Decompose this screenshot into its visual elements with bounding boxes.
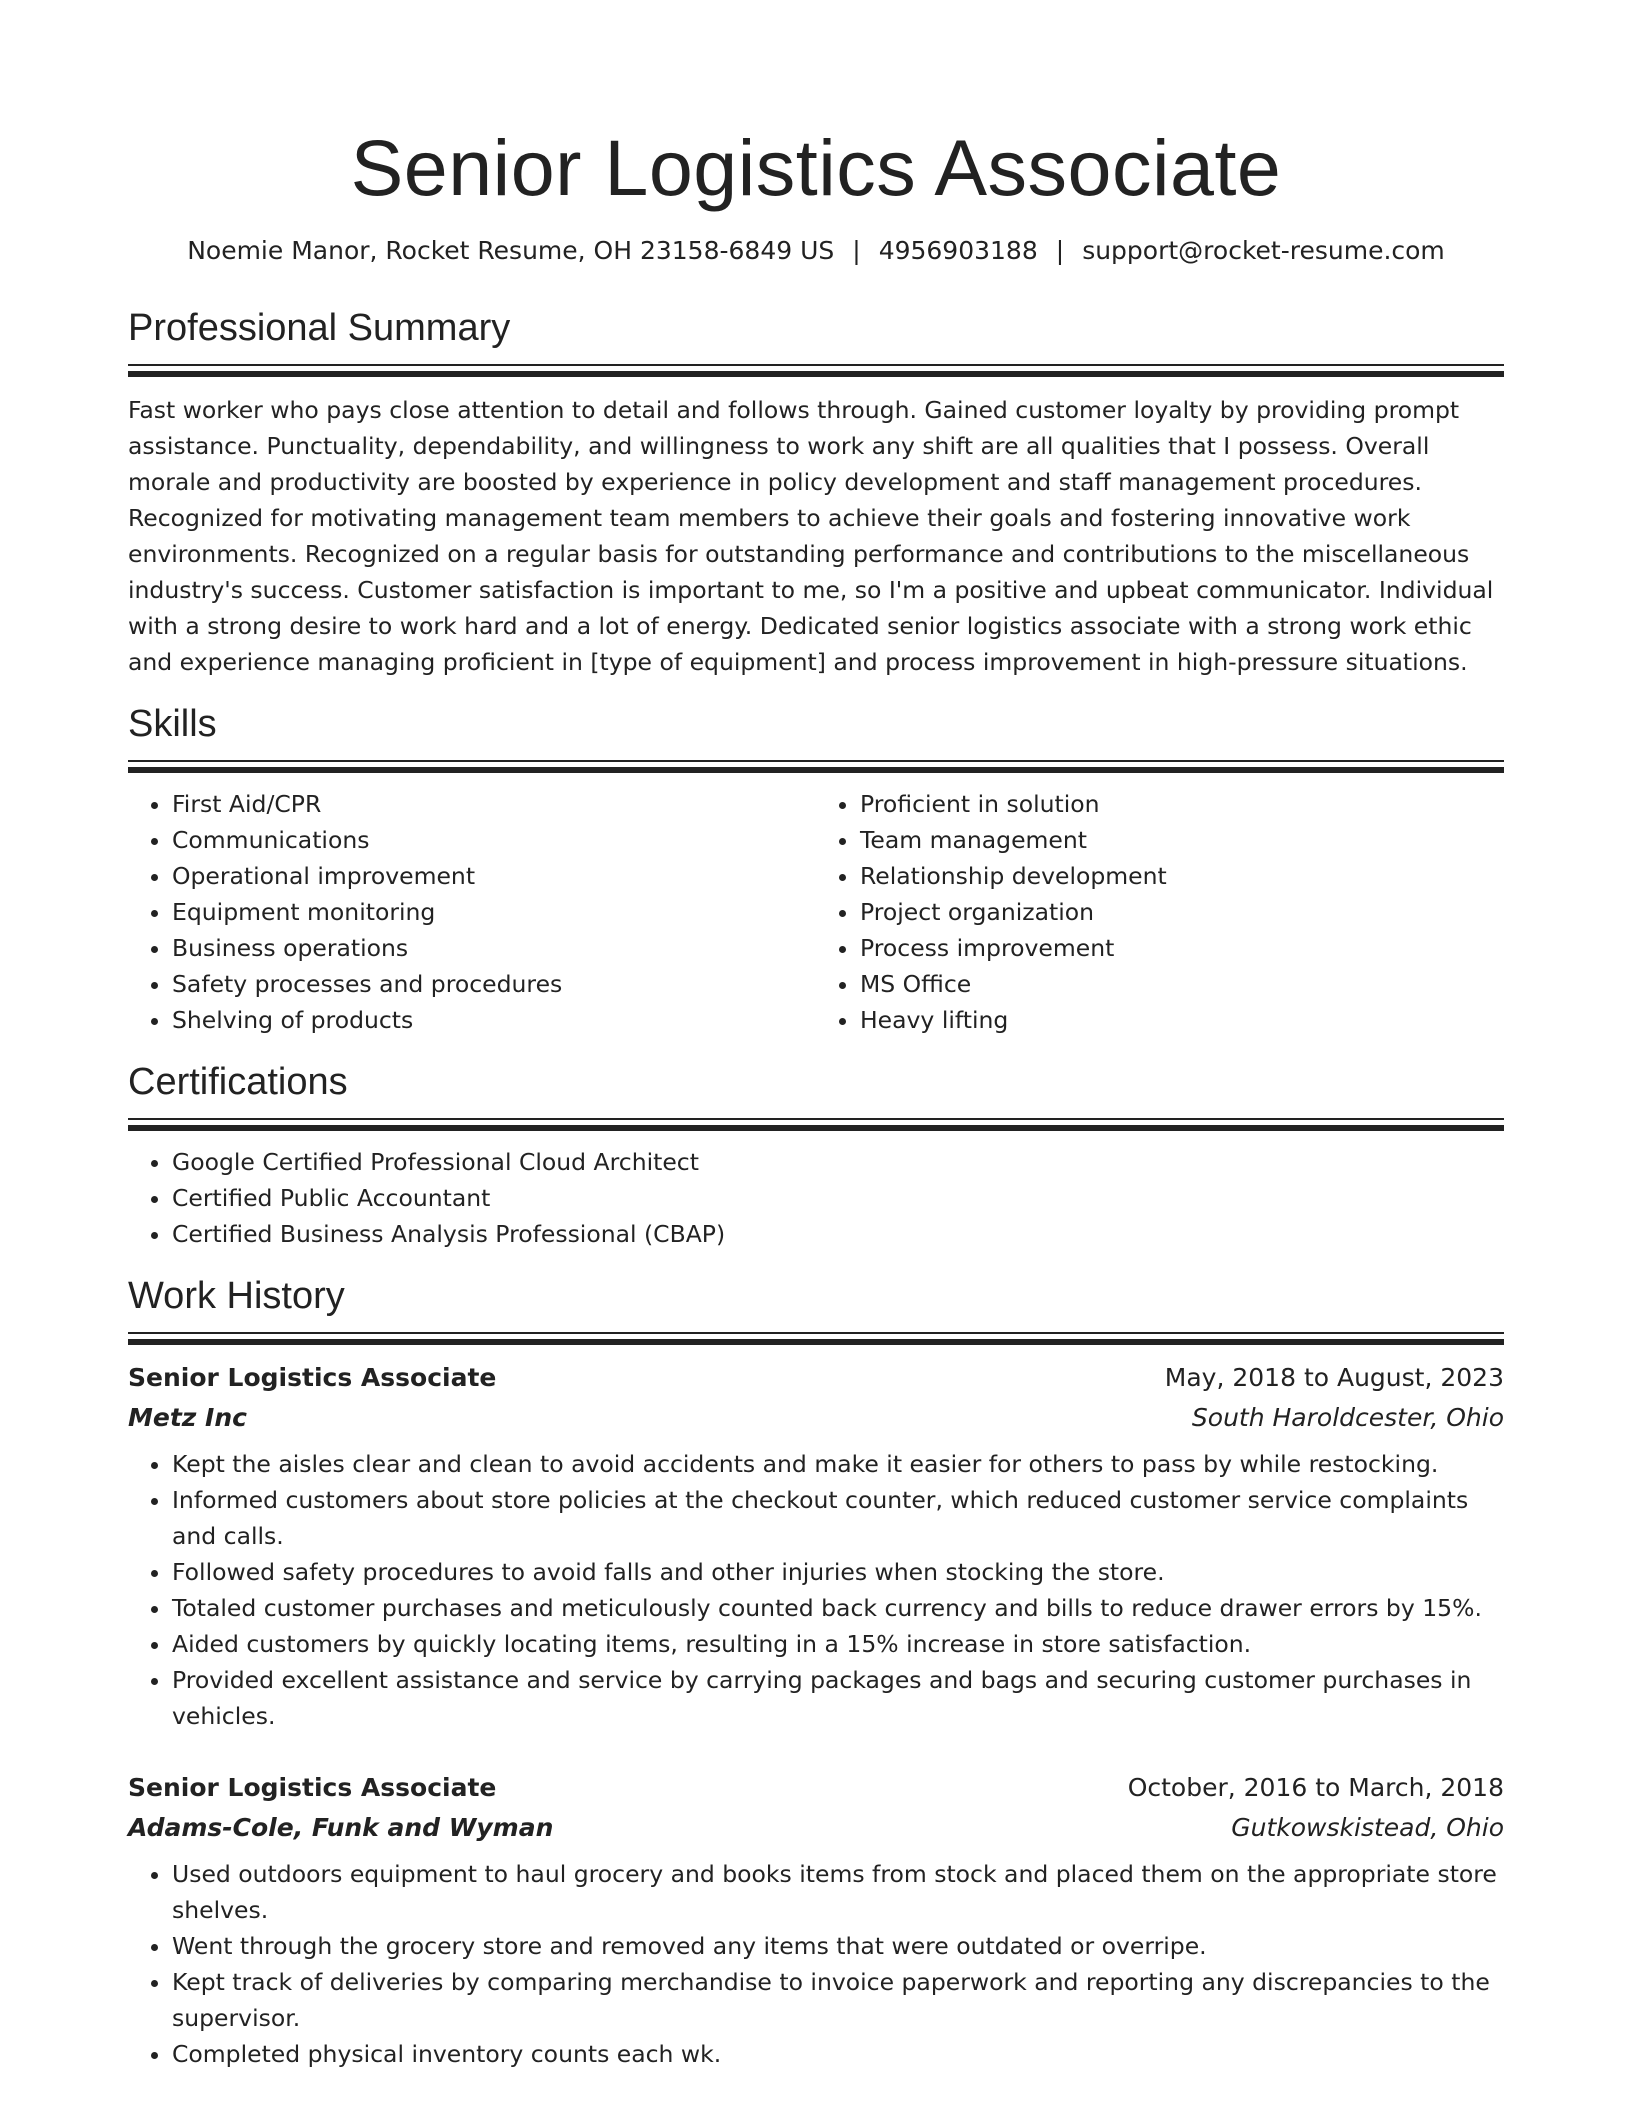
job-entry <box>128 1768 1504 2072</box>
summary-text: Fast worker who pays close attention to detail and follows through. Gained customer loyalty by providing prompt assistance. Punctuality, dependability, and willingness to work any shift are all qualities that I possess. Overall morale and productivity are boosted by experience in policy development and staff management procedures. Recognized for motivating management team members to achieve their goals and fostering innovative work environments. Recognized on a regular basis for outstanding performance and contributions to the miscellaneous industry's success. Customer satisfaction is important to me, so I'm a positive and upbeat communicator. Individual with a strong desire to work hard and a lot of energy. Dedicated senior logistics associate with a strong work ethic and experience managing proficient in [type of equipment] and process improvement in high-pressure situations. <box>128 396 1494 676</box>
contact-line <box>128 234 1504 268</box>
job-header <box>128 1768 1504 1808</box>
section-divider <box>128 1332 1504 1346</box>
skill-item: • Business operations <box>172 930 816 966</box>
job-bullets <box>128 1856 1504 2072</box>
job-location: Gutkowskistead, Ohio <box>1231 1813 1504 1842</box>
section-heading-work-history: Work History <box>128 1275 345 1317</box>
skill-item: • Heavy lifting <box>860 1002 1504 1038</box>
job-subheader <box>128 1808 1504 1848</box>
job-title: Senior Logistics Associate <box>128 1773 497 1802</box>
job-bullet: • Went through the grocery store and removed any items that were outdated or overripe. <box>172 1928 1504 1964</box>
job-company: Metz Inc <box>128 1403 247 1432</box>
job-company: Adams-Cole, Funk and Wyman <box>128 1813 554 1842</box>
job-dates: May, 2018 to August, 2023 <box>1164 1363 1504 1392</box>
skill-item: • Proficient in solution <box>860 786 1504 822</box>
skills-section <box>128 700 1504 1038</box>
job-bullet: • Followed safety procedures to avoid falls and other injuries when stocking the store. <box>172 1554 1504 1590</box>
contact-separator: | <box>852 236 861 265</box>
job-bullet: • Provided excellent assistance and service by carrying packages and bags and securing customer purchases in vehicles. <box>172 1662 1504 1734</box>
certifications-section <box>128 1058 1504 1252</box>
skill-item: • Process improvement <box>860 930 1504 966</box>
job-bullets <box>128 1446 1504 1734</box>
skill-item: • Shelving of products <box>172 1002 816 1038</box>
job-dates: October, 2016 to March, 2018 <box>1127 1773 1504 1802</box>
certifications-list <box>128 1144 1504 1252</box>
job-subheader <box>128 1398 1504 1438</box>
certification-item: • Google Certified Professional Cloud Architect <box>172 1144 1504 1180</box>
work-history-section <box>128 1272 1504 2072</box>
job-bullet: • Used outdoors equipment to haul grocery and books items from stock and placed them on the appropriate store shelves. <box>172 1856 1504 1928</box>
skills-grid <box>128 774 1504 1038</box>
section-heading-certifications: Certifications <box>128 1061 348 1103</box>
skill-item: • Project organization <box>860 894 1504 930</box>
skill-item: • Communications <box>172 822 816 858</box>
skill-item: • Relationship development <box>860 858 1504 894</box>
contact-phone: 4956903188 <box>878 236 1038 265</box>
section-divider <box>128 760 1504 774</box>
job-bullet: • Kept the aisles clear and clean to avoid accidents and make it easier for others to pass by while restocking. <box>172 1446 1504 1482</box>
section-divider <box>128 1118 1504 1132</box>
skills-list-right <box>816 786 1504 1038</box>
contact-email: support@rocket-resume.com <box>1082 236 1445 265</box>
job-entry <box>128 1358 1504 1734</box>
skill-item: • MS Office <box>860 966 1504 1002</box>
certification-item: • Certified Public Accountant <box>172 1180 1504 1216</box>
job-bullet: • Informed customers about store policies at the checkout counter, which reduced customer service complaints and calls. <box>172 1482 1504 1554</box>
job-title: Senior Logistics Associate <box>128 1363 497 1392</box>
summary-section <box>128 304 1504 680</box>
skill-item: • First Aid/CPR <box>172 786 816 822</box>
skill-item: • Team management <box>860 822 1504 858</box>
job-bullet: • Aided customers by quickly locating items, resulting in a 15% increase in store satisfaction. <box>172 1626 1504 1662</box>
section-heading-summary: Professional Summary <box>128 307 511 349</box>
job-bullet: • Completed physical inventory counts each wk. <box>172 2036 1504 2072</box>
skill-item: • Equipment monitoring <box>172 894 816 930</box>
job-location: South Haroldcester, Ohio <box>1191 1403 1504 1432</box>
job-bullet: • Kept track of deliveries by comparing merchandise to invoice paperwork and reporting any discrepancies to the supervisor. <box>172 1964 1504 2036</box>
skill-item: • Safety processes and procedures <box>172 966 816 1002</box>
certification-item: • Certified Business Analysis Professional (CBAP) <box>172 1216 1504 1252</box>
section-divider <box>128 364 1504 378</box>
contact-separator: | <box>1055 236 1065 265</box>
resume-title: Senior Logistics Associate <box>350 123 1282 212</box>
section-heading-skills: Skills <box>128 703 217 745</box>
skill-item: • Operational improvement <box>172 858 816 894</box>
job-header <box>128 1358 1504 1398</box>
job-bullet: • Totaled customer purchases and meticulously counted back currency and bills to reduce drawer errors by 15%. <box>172 1590 1504 1626</box>
contact-address: Noemie Manor, Rocket Resume, OH 23158-6849 US <box>187 236 835 265</box>
skills-list-left <box>128 786 816 1038</box>
